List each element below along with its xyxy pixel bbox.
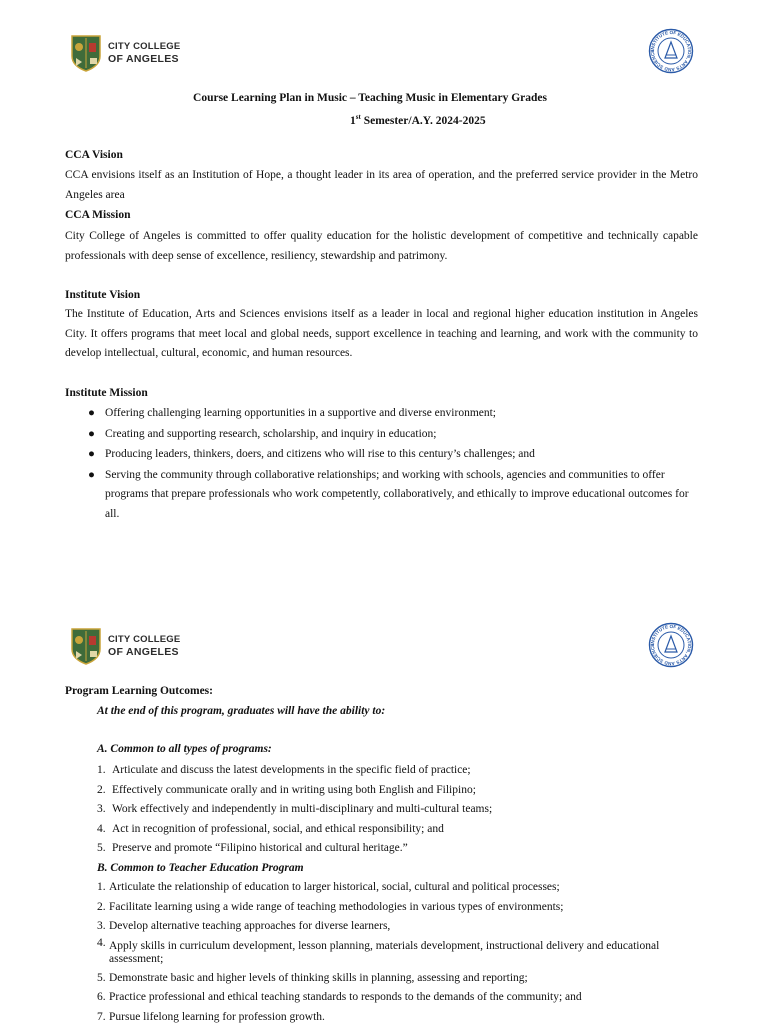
list-item-number: 1. [97,881,106,893]
institute-mission-heading: Institute Mission [65,387,148,399]
list-item [88,445,700,465]
institute-vision-text: The Institute of Education, Arts and Sciences envisions itself as a leader in local and regional higher education institution in Angeles City. It offers programs that meet local and global needs, support excellence in teaching and learning, and work with the community to develop intellectual, cultural, economic, and human resources. [65,308,698,359]
logo-wordmark [108,41,180,65]
seal-ring-text: INSTITUTE OF EDUCATION, ARTS AND SCIENCE [649,29,693,73]
list-item-text: Effectively communicate orally and in writing using both English and Filipino; [112,783,476,796]
plo-intro: At the end of this program, graduates will have the ability to: [97,705,386,717]
list-item [88,404,700,424]
list-item-number: 3. [97,920,106,933]
logo-wordmark [108,634,180,658]
list-item [97,937,697,969]
semester-number: 1 [350,114,356,127]
list-item-number: 4. [97,822,106,835]
list-item-number: 2. [97,900,106,913]
cca-vision-text: CCA envisions itself as an Institution of Hope, a thought leader in its area of operation, and the preferred service provider in the Metro Angeles area [65,169,698,201]
cca-logo-page-2 [70,627,180,665]
list-item-text: Develop alternative teaching approaches for diverse learners, [109,920,391,933]
bullet-icon: ● [88,448,95,460]
list-item-text: Offering challenging learning opportunities in a supportive and diverse environment; [105,407,497,419]
list-item-text: Pursue lifelong learning for profession growth. [109,1010,325,1023]
list-item-number: 1. [97,764,106,776]
list-item-number: 2. [97,783,106,796]
section-b-list [97,878,697,1028]
list-item-text: Apply skills in curriculum development, lesson planning, materials development, instructional delivery and educational assessment; [109,939,660,965]
list-item-number: 5. [97,971,106,984]
list-item [97,761,697,781]
institute-seal-icon [648,622,694,668]
section-a-heading: A. Common to all types of programs: [97,743,272,755]
list-item [97,781,697,801]
list-item [97,917,697,937]
section-a-list [97,761,697,859]
plo-heading: Program Learning Outcomes: [65,685,213,697]
bullet-icon: ● [88,407,95,419]
list-item-text: Preserve and promote “Filipino historical and cultural heritage.” [112,842,408,855]
cca-crest-icon [70,34,102,72]
list-item-number: 7. [97,1010,106,1023]
logo-line-2: OF ANGELES [108,53,179,65]
list-item-number: 4. [97,936,106,949]
institute-mission-list [88,404,700,525]
cca-vision-heading: CCA Vision [65,149,123,161]
cca-mission-heading: CCA Mission [65,209,131,221]
list-item-number: 6. [97,991,106,1004]
bullet-icon: ● [88,427,95,440]
institute-vision-heading: Institute Vision [65,289,141,301]
list-item [88,466,700,525]
list-item-text: Facilitate learning using a wide range of teaching methodologies in various types of environments; [109,900,564,913]
list-item [97,898,697,918]
document-title: Course Learning Plan in Music – Teaching Music in Elementary Grades [193,92,547,104]
list-item-text: Serving the community through collaborative relationships; and working with schools, agencies and communities to offer programs that prepare professionals who work competently, collaboratively, and ethically to improve educational outcomes for all. [105,468,689,520]
bullet-icon: ● [88,468,95,481]
list-item-number: 3. [97,803,106,816]
list-item-text: Articulate the relationship of education to larger historical, social, cultural and political processes; [109,881,560,893]
list-item [97,878,697,898]
list-item [88,425,700,445]
section-b-heading: B. Common to Teacher Education Program [97,862,304,874]
list-item-text: Creating and supporting research, scholarship, and inquiry in education; [105,427,437,440]
logo-line-1: CITY COLLEGE [108,41,181,52]
seal-ring-text: INSTITUTE OF EDUCATION, ARTS AND SCIENCE [649,623,693,667]
list-item [97,1008,697,1028]
list-item-text: Producing leaders, thinkers, doers, and citizens who will rise to this century’s challenges; and [105,448,535,460]
cca-logo [70,34,180,72]
list-item-text: Work effectively and independently in multi-disciplinary and multi-cultural teams; [112,803,493,816]
semester-ordinal: st [355,113,361,121]
list-item-text: Demonstrate basic and higher levels of thinking skills in planning, assessing and reporting; [109,971,528,984]
list-item [97,988,697,1008]
list-item [97,839,697,859]
cca-crest-icon [70,627,102,665]
list-item [97,820,697,840]
semester-text: Semester/A.Y. 2024-2025 [360,114,486,127]
list-item [97,800,697,820]
cca-mission-text: City College of Angeles is committed to offer quality education for the holistic development of competitive and technically capable professionals with deep sense of excellence, resiliency, stewardship and patrimony. [65,230,698,262]
institute-seal-icon [648,28,694,74]
semester-line [350,108,486,131]
list-item-number: 5. [97,842,106,855]
logo-line-1: CITY COLLEGE [108,634,181,645]
list-item-text: Articulate and discuss the latest developments in the specific field of practice; [112,764,471,776]
list-item-text: Practice professional and ethical teaching standards to responds to the demands of the community; and [109,991,582,1004]
list-item-text: Act in recognition of professional, social, and ethical responsibility; and [112,822,444,835]
list-item [97,969,697,989]
logo-line-2: OF ANGELES [108,646,179,658]
